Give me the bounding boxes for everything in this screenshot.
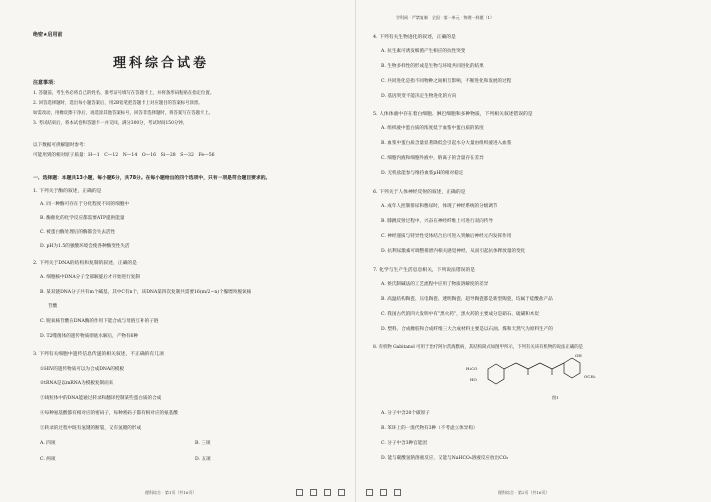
question-stem: 7. 化学与生产生活息息相关，下列说法错误的是 <box>373 268 476 273</box>
answer-choice: A. 四项 <box>40 441 56 446</box>
question-option: A. 抗生素可诱发细菌产生相应的抗性突变 <box>381 49 466 54</box>
fold-mark <box>380 489 387 496</box>
notice-line: 1. 答题前，考生务必将自己的姓名、准考证号填写在答题卡上，并将条形码粘贴在指定位置。 <box>33 91 215 96</box>
question-option: B. 膝跳反射过程中，兴奋在神经纤维上可进行双向传导 <box>381 219 493 224</box>
question-option: A. 组织液中蛋白质的浓度低于血浆中蛋白质的浓度 <box>381 126 484 131</box>
page-footer: 理科综合 · 第1页（共16页） <box>145 490 197 495</box>
page-fold <box>355 0 356 502</box>
question-option: C. 分子中含3种官能团 <box>381 441 427 446</box>
molecule-structure <box>466 355 616 403</box>
question-option: B. 某双链DNA分子共有m个碱基，其中C有n个，该DNA第四次复制共需要16(m/2−n)个腺嘌呤脱氧核 <box>40 290 252 295</box>
molecule-label: OCH₃ <box>584 374 596 379</box>
question-option: C. 被蛋白酶处理后的酶都会失去活性 <box>40 230 116 235</box>
question-option: C. 脱氧核苷酸在DNA酶的作用下能合成与母链互补的子链 <box>40 319 159 324</box>
question-option: A. 成年人控制排尿和憋尿时，体现了神经系统的分级调节 <box>381 204 498 209</box>
question-option: A. 分子中含20个碳原子 <box>381 411 430 416</box>
fold-mark <box>366 489 373 496</box>
question-stem: 3. 下列有关细胞中遗传信息传递的相关叙述，不正确的有几项 <box>33 352 164 357</box>
question-option: ④每种氨基酸都有相对应的密码子，每种密码子都有相对应的氨基酸 <box>40 411 178 416</box>
question-stem: 8. 有机物 Gabitanol 可用于治疗阿尔茨海默病，其结构简式如图甲所示，下列有关该有机物的说法正确的是 <box>373 345 583 350</box>
question-option: B. 生物多样性的形成是生物与环境共同进化的结果 <box>381 64 484 69</box>
question-option: D. 抗利尿激素可调整排泄内相关感觉神经，从而引起抗体释放量的变化 <box>381 249 526 254</box>
question-option: A. 侯氏制碱法的工艺流程中应用了物质溶解度的差异 <box>381 282 489 287</box>
question-stem: 2. 下列关于DNA的结构和复制的叙述，正确的是 <box>33 261 137 266</box>
question-option: B. 苯环上的一溴代物有3种（不考虑立体异构） <box>381 426 478 431</box>
fold-mark <box>394 489 401 496</box>
answer-choice: C. 两项 <box>40 457 56 462</box>
question-option: ③线粒体中的DNA能通过转录和翻译控制某些蛋白质的合成 <box>40 396 162 401</box>
question-option: ⑤转录的过程中既有氢键的断裂，又有氢键的形成 <box>40 426 142 431</box>
notice-line: 如需改动，用橡皮擦干净后，再选涂其他答案标号，回答非选择题时，将答案写在答题卡上。 <box>33 111 214 116</box>
question-option: D. 能与碳酸氢钠溶液反应，又能与NaHCO₃溶液反应放出CO₂ <box>381 456 509 461</box>
atomic-mass-line: 以下数据可供解题时参考： <box>33 143 89 148</box>
question-option: D. 无机盐能参与维持血浆pH的相对稳定 <box>381 171 464 176</box>
question-option: D. pH为1.5的强酸环境会使各种酶变性失活 <box>40 244 130 249</box>
question-stem: 4. 下列有关生物进化的叙述，正确的是 <box>373 35 456 40</box>
question-option: C. 我国古代的四大发明中有“黑火药”，黑火药的主要成分是硝石、硫磺和木炭 <box>381 312 539 317</box>
fold-mark <box>310 489 317 496</box>
top-right-header: 学科网 · 严禁复制 全国 · 第一单元 · 物理一样题（1） <box>396 15 494 20</box>
molecule-label: H₃CO <box>466 366 478 371</box>
question-option: C. 细胞内液和细胞外液中，钠离子的含量存在差异 <box>381 156 484 161</box>
molecule-label: HO <box>470 377 477 382</box>
fold-mark <box>324 489 331 496</box>
question-stem: 6. 下列关于人体神经反射的叙述，正确的是 <box>373 190 466 195</box>
question-stem: 5. 人体体液中存在着白细胞、淋巴细胞和多种物质，下列相关叙述错误的是 <box>373 112 533 117</box>
fold-mark <box>338 489 345 496</box>
page-footer: 理科综合 · 第2页（共16页） <box>498 490 550 495</box>
question-option: ②tRNA是以mRNA为模板复制而来 <box>40 381 114 386</box>
atomic-mass-line: 可能用到的相对原子质量：H—1 C—12 N—14 O—16 Si—28 S—32 Fe—56 <box>33 153 215 158</box>
question-option: D. 塑料、合成橡胶和合成纤维三大合成材料主要是以石油、煤和天然气为原料生产的 <box>381 327 553 332</box>
question-option: B. 高温结构陶瓷、压电陶瓷、透明陶瓷、超导陶瓷都是新型陶瓷，均属于硅酸盐产品 <box>381 297 553 302</box>
secret-label: 绝密★启用前 <box>33 32 63 38</box>
question-option: D. 基因突变不能决定生物进化的方向 <box>381 94 457 99</box>
molecule-label: OH <box>575 353 582 358</box>
fold-mark <box>296 489 303 496</box>
notice-heading: 注意事项： <box>33 80 59 86</box>
question-option: ①HIV的遗传物质可以为合成DNA的模板 <box>40 367 124 372</box>
question-option: A. 细胞核中DNA分子全部解旋后才开始进行复制 <box>40 275 140 280</box>
figure-caption: 图1 <box>552 395 559 400</box>
fold-marks <box>296 489 401 496</box>
atomic-mass-note <box>33 141 323 161</box>
question-option: C. 神经递质与特异性受体结合后可进入突触后神经元内发挥作用 <box>381 234 512 239</box>
question-option: B. 酶催化的化学反应都需要ATP提供能量 <box>40 216 125 221</box>
answer-choice: B. 三项 <box>195 441 211 446</box>
question-option: 苷酸 <box>48 304 58 309</box>
notice-line: 2. 回答选择题时，选出每小题答案后，用2B铅笔把答题卡上对应题目的答案标号涂黑。 <box>33 101 203 106</box>
answer-choice: D. 五项 <box>195 457 211 462</box>
question-option: A. 同一种酶可存在于分化程度不同的细胞中 <box>40 202 129 207</box>
notice-list <box>33 89 323 129</box>
page-title: 理科综合试卷 <box>112 56 209 71</box>
question-stem: 1. 下列关于酶的叙述，正确的是 <box>33 189 102 194</box>
section-heading: 一、选择题：本题共13小题，每小题6分，共78分。在每小题给出的四个选项中，只有一项是符合题目要求的。 <box>33 176 271 181</box>
question-option: B. 血浆中蛋白质含量显著降低会引起水分大量由组织液进入血浆 <box>381 141 512 146</box>
question-option: C. 共同进化是指不同物种之间相互影响，不断进化和发展的过程 <box>381 79 512 84</box>
question-option: D. T2噬菌体的遗传物质彻底水解后，产物有6种 <box>40 334 139 339</box>
notice-line: 3. 考试结束后，将本试卷和答题卡一并交回。满分300分，考试时间150分钟。 <box>33 121 188 126</box>
